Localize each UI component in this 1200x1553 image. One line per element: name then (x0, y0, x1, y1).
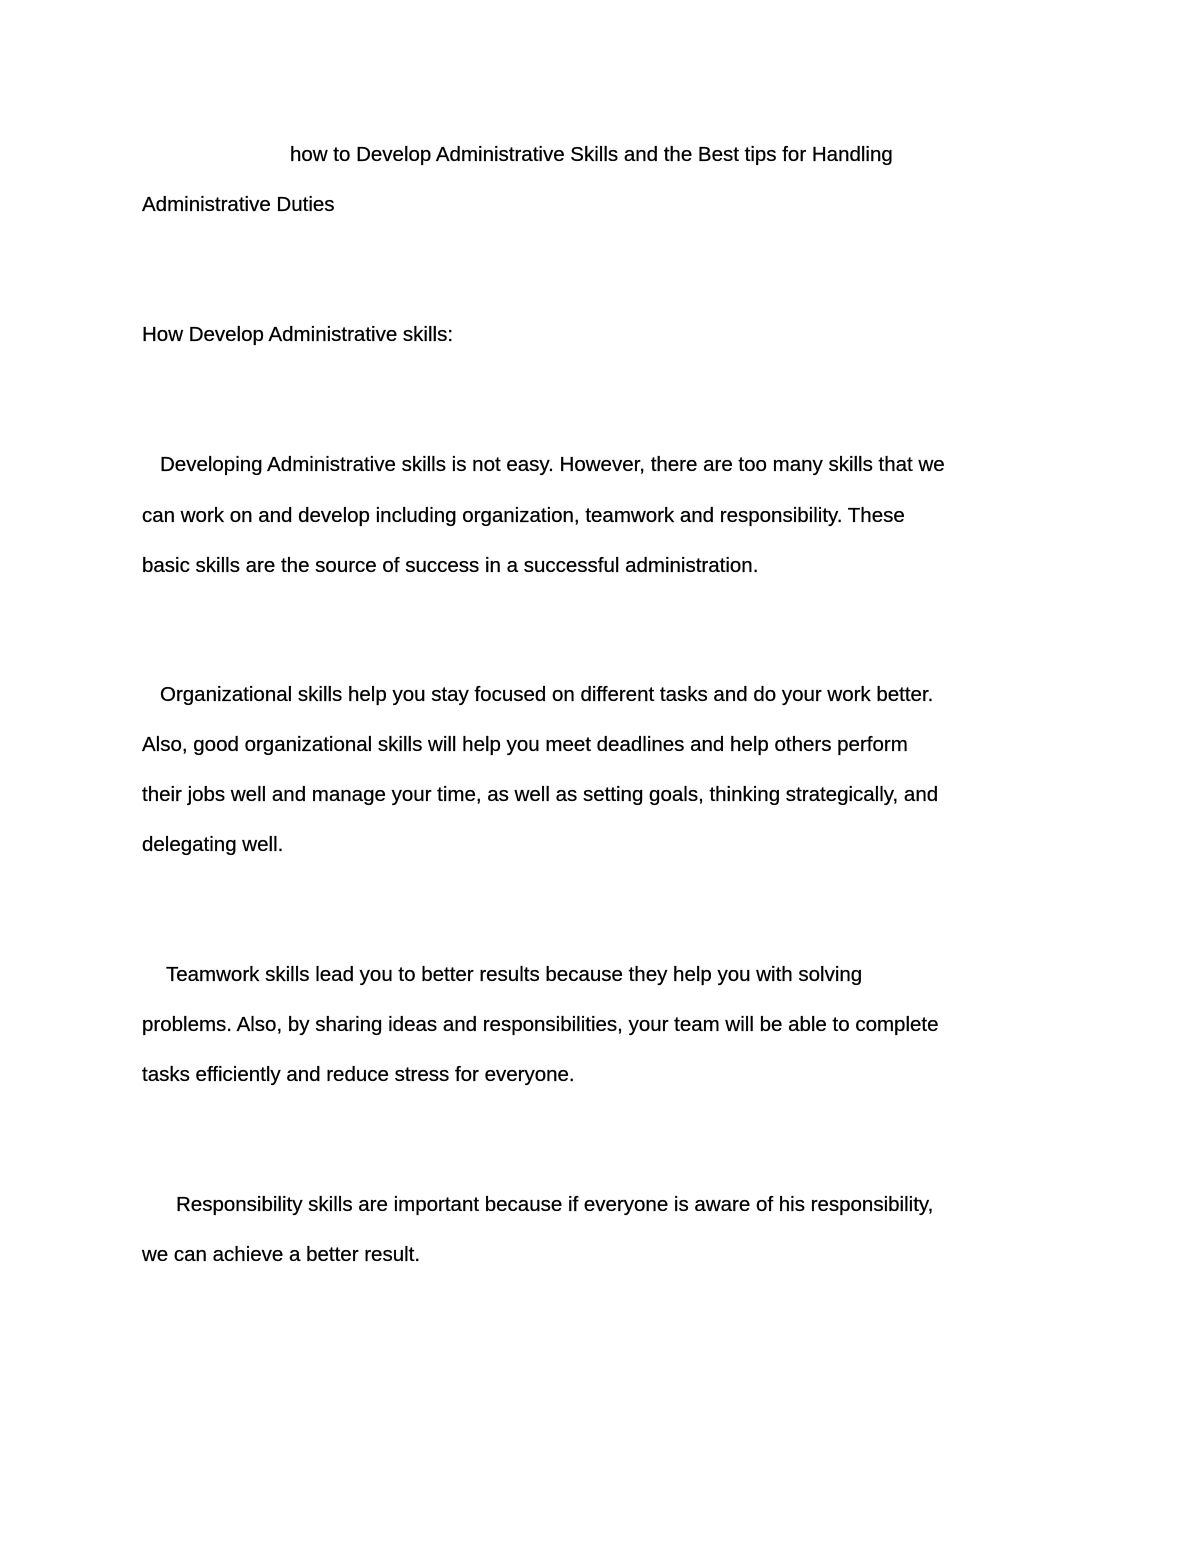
paragraph-line: basic skills are the source of success in a successful administration. (142, 554, 759, 577)
paragraph-line: Organizational skills help you stay focused on different tasks and do your work better. (160, 683, 934, 706)
paragraph-line: can work on and develop including organization, teamwork and responsibility. These (142, 504, 905, 527)
paragraph-line: Developing Administrative skills is not easy. However, there are too many skills that we (160, 453, 945, 476)
paragraph-line: we can achieve a better result. (142, 1243, 421, 1266)
paragraph-line: delegating well. (142, 833, 284, 856)
section-heading: How Develop Administrative skills: (142, 323, 454, 346)
paragraph-line: Responsibility skills are important because if everyone is aware of his responsibility, (176, 1193, 934, 1216)
paragraph-line: tasks efficiently and reduce stress for everyone. (142, 1063, 575, 1086)
document-title-line-1: how to Develop Administrative Skills and the Best tips for Handling (290, 143, 893, 166)
document-title-line-2: Administrative Duties (142, 193, 335, 216)
paragraph-line: problems. Also, by sharing ideas and responsibilities, your team will be able to complete (142, 1013, 939, 1036)
paragraph-line: Teamwork skills lead you to better results because they help you with solving (166, 963, 863, 986)
paragraph-line: their jobs well and manage your time, as well as setting goals, thinking strategically, and (142, 783, 939, 806)
paragraph-line: Also, good organizational skills will help you meet deadlines and help others perform (142, 733, 908, 756)
